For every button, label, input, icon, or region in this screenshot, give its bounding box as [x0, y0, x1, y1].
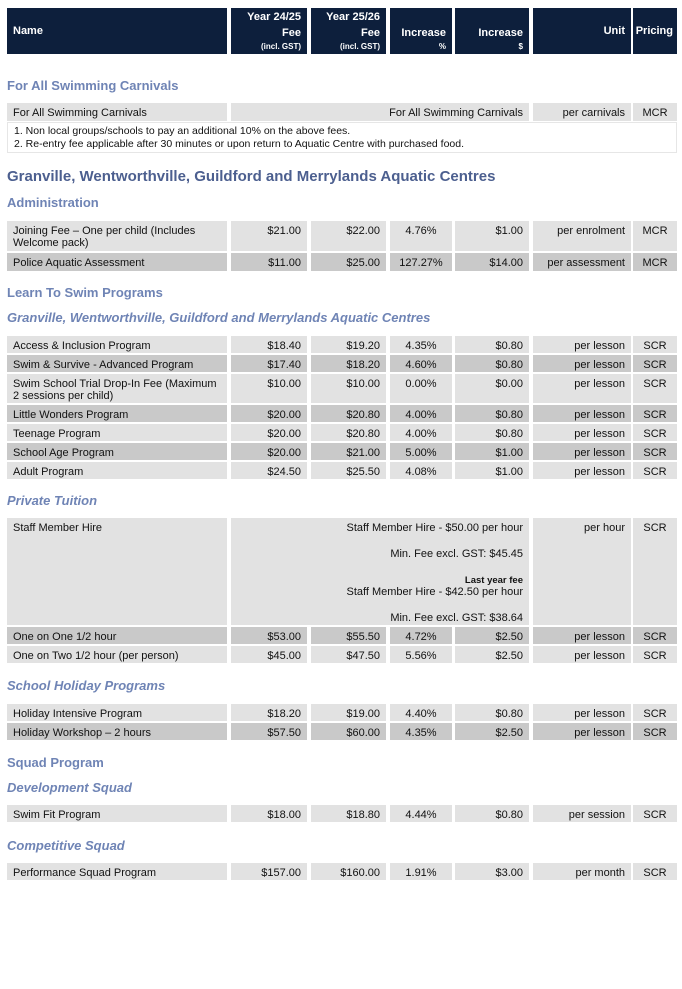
table-row: [7, 627, 677, 644]
row-increase-pct: 127.27%: [390, 253, 452, 271]
section-holiday-title: School Holiday Programs: [7, 678, 166, 693]
row-pricing: SCR: [633, 405, 677, 422]
row-fee-2425: $57.50: [231, 723, 307, 740]
header-year1-cell: [231, 8, 307, 54]
row-pricing: SCR: [633, 374, 677, 403]
row-increase-pct: 4.44%: [390, 805, 452, 822]
row-pricing: SCR: [633, 704, 677, 721]
row-increase-dollar: $0.80: [455, 704, 529, 721]
row-pricing: SCR: [633, 723, 677, 740]
row-fee-2526: $21.00: [311, 443, 386, 460]
header-year2-label: Year 25/26: [326, 11, 380, 23]
table-row: [7, 405, 677, 422]
row-name: One on One 1/2 hour: [7, 627, 227, 644]
row-fee-2425: $11.00: [231, 253, 307, 271]
row-unit: per carnivals: [533, 103, 631, 121]
row-unit: per lesson: [533, 704, 631, 721]
row-increase-pct: 4.72%: [390, 627, 452, 644]
row-fee-2425: $18.40: [231, 336, 307, 353]
row-name: Holiday Intensive Program: [7, 704, 227, 721]
row-increase-dollar: $0.80: [455, 424, 529, 441]
row-unit: per month: [533, 863, 631, 880]
row-name: Swim Fit Program: [7, 805, 227, 822]
header-name-cell: [7, 8, 227, 54]
row-increase-dollar: $0.00: [455, 374, 529, 403]
header-year2-fee: Fee: [361, 27, 380, 39]
row-increase-dollar: $2.50: [455, 646, 529, 663]
row-fee-2526: $20.80: [311, 405, 386, 422]
staff-hire-last-year-label: Last year fee: [464, 575, 523, 586]
section-administration-title: Administration: [7, 195, 99, 210]
row-increase-dollar: $0.80: [455, 805, 529, 822]
row-increase-dollar: $1.00: [455, 443, 529, 460]
row-name: Performance Squad Program: [7, 863, 227, 880]
row-fee-2425: $18.00: [231, 805, 307, 822]
row-unit: per lesson: [533, 462, 631, 479]
row-unit: per lesson: [533, 355, 631, 372]
table-row: [7, 646, 677, 663]
row-unit: per lesson: [533, 443, 631, 460]
row-fee-2526: $20.80: [311, 424, 386, 441]
section-competitive-squad-title: Competitive Squad: [7, 838, 125, 853]
table-row: [7, 805, 677, 822]
row-name: One on Two 1/2 hour (per person): [7, 646, 227, 663]
row-name: Staff Member Hire: [7, 518, 227, 625]
section-carnivals-title: For All Swimming Carnivals: [7, 78, 179, 93]
row-increase-pct: 5.56%: [390, 646, 452, 663]
staff-hire-details: [231, 518, 529, 625]
row-fee-2526: $18.80: [311, 805, 386, 822]
row-unit: per session: [533, 805, 631, 822]
row-increase-dollar: $0.80: [455, 355, 529, 372]
header-pricing-cell: [633, 8, 677, 54]
table-row: [7, 704, 677, 721]
table-row: [7, 253, 677, 271]
row-unit: per lesson: [533, 405, 631, 422]
row-increase-pct: 4.40%: [390, 704, 452, 721]
row-increase-dollar: $0.80: [455, 336, 529, 353]
row-name: Access & Inclusion Program: [7, 336, 227, 353]
table-row: [7, 221, 677, 251]
row-fee-2425: $157.00: [231, 863, 307, 880]
header-increase-pct-unit: %: [438, 42, 446, 51]
row-fee-2425: $21.00: [231, 221, 307, 251]
row-unit: per lesson: [533, 627, 631, 644]
row-fee-2526: $25.00: [311, 253, 386, 271]
staff-hire-rate: Staff Member Hire - $50.00 per hour: [346, 522, 523, 534]
row-fee-2526: $160.00: [311, 863, 386, 880]
row-fee-2425: $53.00: [231, 627, 307, 644]
row-increase-dollar: $3.00: [455, 863, 529, 880]
row-fee-2526: $10.00: [311, 374, 386, 403]
row-fee-2425: $10.00: [231, 374, 307, 403]
row-unit: per assessment: [533, 253, 631, 271]
row-fee-2425: $18.20: [231, 704, 307, 721]
header-year1-label: Year 24/25: [247, 11, 301, 23]
table-row: [7, 443, 677, 460]
row-name: Swim & Survive - Advanced Program: [7, 355, 227, 372]
row-increase-dollar: $14.00: [455, 253, 529, 271]
row-name: School Age Program: [7, 443, 227, 460]
row-fee-2526: $19.00: [311, 704, 386, 721]
header-year1-fee: Fee: [282, 27, 301, 39]
row-unit: per hour: [533, 518, 631, 625]
row-pricing: SCR: [633, 443, 677, 460]
staff-hire-last-year-min-fee: Min. Fee excl. GST: $38.64: [390, 612, 523, 624]
note-2: 2. Re-entry fee applicable after 30 minutes or upon return to Aquatic Centre with purchased food.: [14, 138, 465, 150]
row-increase-pct: 5.00%: [390, 443, 452, 460]
table-row: [7, 374, 677, 403]
centres-title: Granville, Wentworthville, Guildford and Merrylands Aquatic Centres: [7, 168, 496, 185]
row-increase-dollar: $1.00: [455, 462, 529, 479]
row-fee-2425: $20.00: [231, 405, 307, 422]
row-unit: per lesson: [533, 424, 631, 441]
header-year1-gst: (incl. GST): [261, 42, 301, 51]
row-increase-dollar: $0.80: [455, 405, 529, 422]
row-increase-dollar: $2.50: [455, 627, 529, 644]
section-squad-title: Squad Program: [7, 755, 104, 770]
row-pricing: SCR: [633, 863, 677, 880]
row-fee-2526: $19.20: [311, 336, 386, 353]
note-1: 1. Non local groups/schools to pay an additional 10% on the above fees.: [14, 125, 351, 137]
header-unit: Unit: [603, 25, 625, 37]
row-unit: per lesson: [533, 336, 631, 353]
table-row: [7, 336, 677, 353]
row-unit: per lesson: [533, 374, 631, 403]
row-increase-dollar: $1.00: [455, 221, 529, 251]
header-name: Name: [13, 25, 43, 37]
table-row: [7, 103, 677, 121]
table-row: [7, 355, 677, 372]
row-pricing: SCR: [633, 646, 677, 663]
row-pricing: SCR: [633, 336, 677, 353]
section-learn-subtitle: Granville, Wentworthville, Guildford and Merrylands Aquatic Centres: [7, 310, 431, 325]
header-increase-dollar-label: Increase: [478, 27, 523, 39]
row-increase-pct: 4.35%: [390, 336, 452, 353]
row-name: Little Wonders Program: [7, 405, 227, 422]
row-increase-pct: 4.00%: [390, 405, 452, 422]
row-name: For All Swimming Carnivals: [7, 103, 227, 121]
row-fee-2425: $24.50: [231, 462, 307, 479]
row-name: Adult Program: [7, 462, 227, 479]
row-fee-2526: $60.00: [311, 723, 386, 740]
row-pricing: SCR: [633, 627, 677, 644]
row-increase-pct: 4.76%: [390, 221, 452, 251]
row-increase-dollar: $2.50: [455, 723, 529, 740]
row-increase-pct: 4.35%: [390, 723, 452, 740]
row-fee-2425: $45.00: [231, 646, 307, 663]
header-year2-gst: (incl. GST): [340, 42, 380, 51]
table-row: [7, 424, 677, 441]
row-increase-pct: 0.00%: [390, 374, 452, 403]
header-pricing: Pricing: [635, 25, 673, 37]
row-fee-2425: $20.00: [231, 424, 307, 441]
row-fee-2526: $25.50: [311, 462, 386, 479]
row-increase-pct: 4.60%: [390, 355, 452, 372]
header-increase-pct-label: Increase: [401, 27, 446, 39]
row-pricing: MCR: [633, 221, 677, 251]
staff-hire-last-year-rate: Staff Member Hire - $42.50 per hour: [346, 586, 523, 598]
row-pricing: MCR: [633, 103, 677, 121]
header-unit-cell: [533, 8, 631, 54]
header-increase-dollar-unit: $: [518, 42, 523, 51]
row-pricing: SCR: [633, 355, 677, 372]
header-year2-cell: [311, 8, 386, 54]
table-row: [7, 462, 677, 479]
row-pricing: SCR: [633, 424, 677, 441]
row-pricing: MCR: [633, 253, 677, 271]
row-fee-2425: $20.00: [231, 443, 307, 460]
row-fee-2526: $22.00: [311, 221, 386, 251]
row-name: Police Aquatic Assessment: [7, 253, 227, 271]
header-increase-dollar-cell: [455, 8, 529, 54]
staff-hire-min-fee: Min. Fee excl. GST: $45.45: [390, 548, 523, 560]
row-increase-pct: 4.00%: [390, 424, 452, 441]
row-pricing: SCR: [633, 462, 677, 479]
row-increase-pct: 4.08%: [390, 462, 452, 479]
header-increase-pct-cell: [390, 8, 452, 54]
row-fee-2526: $55.50: [311, 627, 386, 644]
section-development-squad-title: Development Squad: [7, 780, 132, 795]
row-unit: per enrolment: [533, 221, 631, 251]
row-name: Teenage Program: [7, 424, 227, 441]
table-row: [7, 863, 677, 880]
row-fee-2526: $18.20: [311, 355, 386, 372]
row-increase-pct: 1.91%: [390, 863, 452, 880]
table-row: [7, 723, 677, 740]
table-row-staff-hire: [7, 518, 677, 625]
row-pricing: SCR: [633, 518, 677, 625]
row-fee-2425: $17.40: [231, 355, 307, 372]
section-private-title: Private Tuition: [7, 493, 98, 508]
row-name: Holiday Workshop – 2 hours: [7, 723, 227, 740]
row-name: Swim School Trial Drop-In Fee (Maximum 2 sessions per child): [7, 374, 227, 403]
row-unit: per lesson: [533, 646, 631, 663]
row-name: Joining Fee – One per child (Includes Welcome pack): [7, 221, 227, 251]
row-unit: per lesson: [533, 723, 631, 740]
section-learn-title: Learn To Swim Programs: [7, 285, 163, 300]
row-pricing: SCR: [633, 805, 677, 822]
row-fee-text: For All Swimming Carnivals: [231, 103, 529, 121]
carnivals-notes: [7, 122, 677, 153]
row-fee-2526: $47.50: [311, 646, 386, 663]
